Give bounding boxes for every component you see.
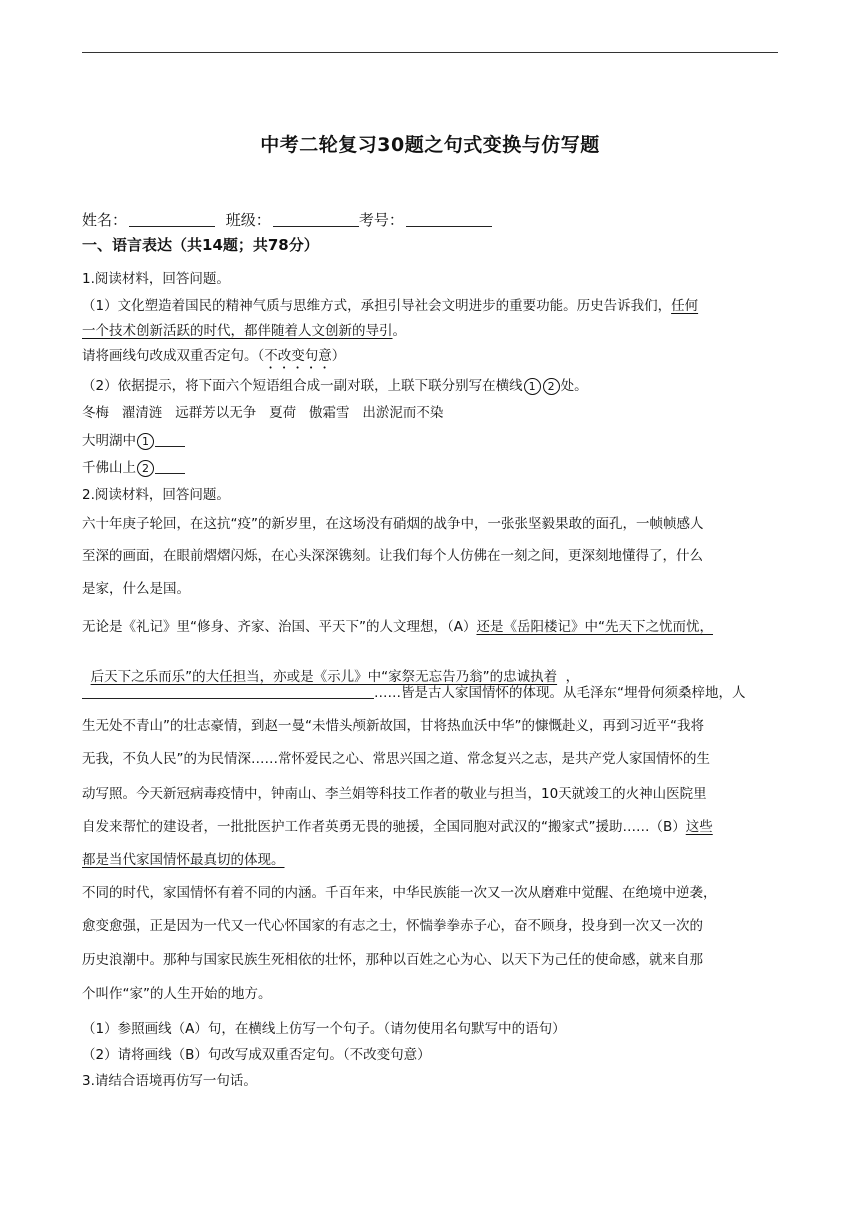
circled-2: 2 [543, 378, 560, 395]
q2-para2-line5: 无我，不负人民”的为民情深……常怀爱民之心、常思兴国之道、常念复兴之志，是共产党人家国情怀的生 [82, 751, 710, 767]
q2-para2-line4: 生无处不青山”的壮志豪情，到赵一曼“未惜头颅新故国，甘将热血沃中华”的慷慨赴义，再到习近平“我将 [82, 718, 704, 734]
q2-para2-text-cont: ……皆是古人家国情怀的体现。从毛泽东“埋骨何须桑梓地，人 [374, 685, 746, 701]
q1-instr-text: 请将画线句改成双重否定句。（ [82, 348, 265, 364]
section-heading: 一、语言表达（共14题；共78分） [82, 236, 319, 254]
answer-blank-2[interactable] [155, 461, 185, 474]
q2-sub2: （2）请将画线（B）句改写成双重否定句。（不改变句意） [82, 1047, 431, 1063]
circled-1: 1 [137, 433, 154, 450]
q1-part2 [82, 378, 588, 395]
page-title: 中考二轮复习30题之句式变换与仿写题 [260, 134, 600, 156]
q2-para2-text: 无论是《礼记》里“修身、齐家、治国、平天下”的人文理想，（A） [82, 619, 477, 635]
q2-underlined-b-part2: 都是当代家国情怀最真切的体现。 [82, 852, 285, 868]
name-blank[interactable] [129, 212, 215, 227]
q2-para3-line3: 历史浪潮中。那种与国家民族生死相依的壮怀，那种以百姓之心为心、以天下为己任的使命感，就来自那 [82, 952, 703, 968]
q2-comma: ， [557, 668, 580, 685]
q1-part2-end: 处。 [560, 378, 588, 394]
q2-para2-line3 [82, 685, 746, 702]
class-blank[interactable] [273, 212, 359, 227]
circled-1: 1 [524, 378, 541, 395]
q2-para1-line1: 六十年庚子轮回，在这抗“疫”的新岁里，在这场没有硝烟的战争中，一张张坚毅果敢的面孔，一帧帧感人 [82, 516, 704, 532]
q1-upper-couplet [82, 433, 185, 450]
q2-para2-line8 [82, 852, 285, 869]
q2-para3-line4: 个叫作“家”的人生开始的地方。 [82, 986, 272, 1002]
q2-stem: 2.阅读材料，回答问题。 [82, 487, 230, 503]
q2-underlined-a-part1: 还是《岳阳楼记》中“先天下之忧而忧， [476, 619, 713, 635]
q1-instruction [82, 348, 345, 372]
exam-no-blank[interactable] [406, 212, 492, 227]
q1-part1-text: （1）文化塑造着国民的精神气质与思维方式，承担引导社会文明进步的重要功能。历史告诉我们， [82, 298, 672, 314]
q2-para2-line2 [82, 652, 579, 686]
lower-couplet-prefix: 千佛山上 [82, 460, 136, 476]
q1-stem: 1.阅读材料，回答问题。 [82, 271, 230, 287]
q1-instr-dotted: 不改变句意 [264, 348, 332, 364]
q2-para2-line7 [82, 819, 713, 836]
q1-underlined-sentence: 一个技术创新活跃的时代，都伴随着人文创新的导引 [82, 323, 393, 339]
answer-blank-1[interactable] [155, 434, 185, 447]
q1-part1-line2 [82, 323, 406, 340]
q1-part2-text: （2）依据提示，将下面六个短语组合成一副对联，上联下联分别写在横线 [82, 378, 523, 394]
upper-couplet-prefix: 大明湖中 [82, 433, 136, 449]
q2-para1-line2: 至深的画面，在眼前熠熠闪烁，在心头深深镌刻。让我们每个人仿佛在一刻之间，更深刻地懂得了，什么 [82, 548, 703, 564]
q2-para3-line1: 不同的时代，家国情怀有着不同的内涵。千百年来，中华民族能一次又一次从磨难中觉醒、在绝境中逆袭， [82, 885, 717, 901]
student-info-row [82, 209, 492, 230]
class-label: 班级： [225, 211, 271, 229]
q2-para3-line2: 愈变愈强，正是因为一代又一代心怀国家的有志之士，怀惴拳拳赤子心，奋不顾身，投身到一次又一次的 [82, 918, 703, 934]
imitation-answer-blank[interactable] [82, 686, 374, 699]
q1-instr-end: ） [331, 348, 346, 364]
q1-period: 。 [392, 323, 406, 339]
q2-para2-line1 [82, 619, 713, 636]
q2-underlined-a-part2: 后天下之乐而乐”的大任担当，亦或是《示儿》中“家祭无忘告乃翁”的忠诚执着 [90, 668, 558, 685]
header-rule [82, 52, 778, 53]
circled-2: 2 [137, 460, 154, 477]
exam-no-label: 考号： [358, 211, 404, 229]
q2-para1-line3: 是家，什么是国。 [82, 581, 190, 597]
q1-phrases: 冬梅 濯清涟 远群芳以无争 夏荷 傲霜雪 出淤泥而不染 [82, 405, 444, 421]
q1-part1-line1 [82, 298, 698, 315]
q2-sub1: （1）参照画线（A）句，在横线上仿写一个句子。（请勿使用名句默写中的语句） [82, 1021, 566, 1037]
q3-stem: 3.请结合语境再仿写一句话。 [82, 1073, 257, 1089]
q2-underlined-b-part1: 这些 [685, 819, 713, 835]
q2-para2-text-b: 自发来帮忙的建设者，一批批医护工作者英勇无畏的驰援，全国同胞对武汉的“搬家式”援助……（B） [82, 819, 686, 835]
q1-underlined-sentence-start: 任何 [671, 298, 699, 314]
q1-lower-couplet [82, 460, 185, 477]
name-label: 姓名： [82, 211, 128, 229]
q2-para2-line6: 动写照。今天新冠病毒疫情中，钟南山、李兰娟等科技工作者的敬业与担当，10天就竣工的火神山医院里 [82, 786, 707, 802]
